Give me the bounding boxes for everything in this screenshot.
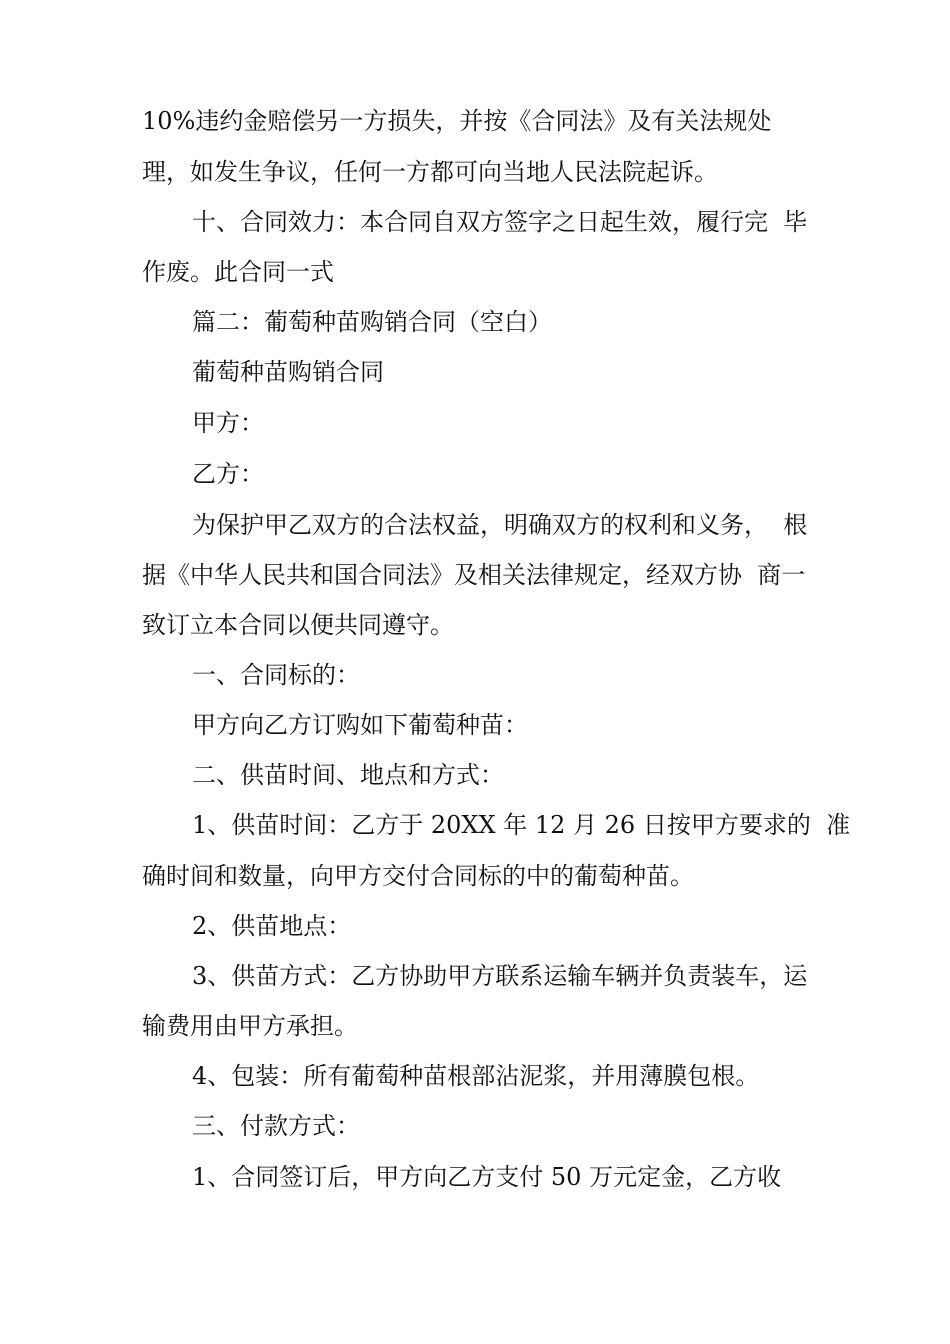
- text-line: 致订立本合同以便共同遵守。: [142, 611, 454, 639]
- text-line: 4、包装：所有葡萄种苗根部沾泥浆，并用薄膜包根。: [192, 1062, 760, 1090]
- section-heading: 十、合同效力：本合同自双方签字之日起生效，履行完 毕: [192, 208, 808, 236]
- text-line: 理，如发生争议，任何一方都可向当地人民法院起诉。: [142, 158, 718, 186]
- text-line: 1、合同签订后，甲方向乙方支付 50 万元定金，乙方收: [192, 1163, 782, 1191]
- text-line: 2、供苗地点：: [192, 912, 352, 940]
- text-line: 甲方向乙方订购如下葡萄种苗：: [192, 711, 528, 739]
- section-heading: 一、合同标的：: [192, 661, 360, 689]
- text-line: 据《中华人民共和国合同法》及相关法律规定，经双方协 商一: [142, 561, 806, 589]
- text-line: 确时间和数量，向甲方交付合同标的中的葡萄种苗。: [142, 862, 694, 890]
- section-heading: 三、付款方式：: [192, 1112, 360, 1140]
- party-b-label: 乙方：: [192, 460, 264, 488]
- contract-title: 葡萄种苗购销合同: [192, 358, 384, 386]
- text-line: 1、供苗时间：乙方于 20XX 年 12 月 26 日按甲方要求的 准: [192, 811, 851, 839]
- text-line: 3、供苗方式：乙方协助甲方联系运输车辆并负责装车，运: [192, 962, 808, 990]
- chapter-heading: 篇二：葡萄种苗购销合同（空白）: [192, 308, 552, 336]
- text-line: 为保护甲乙双方的合法权益，明确双方的权利和义务， 根: [192, 511, 808, 539]
- party-a-label: 甲方：: [192, 409, 264, 437]
- text-line: 输费用由甲方承担。: [142, 1012, 358, 1040]
- text-line: 作废。此合同一式: [142, 258, 334, 286]
- section-heading: 二、供苗时间、地点和方式：: [192, 761, 504, 789]
- text-line: 10%违约金赔偿另一方损失，并按《合同法》及有关法规处: [142, 107, 772, 135]
